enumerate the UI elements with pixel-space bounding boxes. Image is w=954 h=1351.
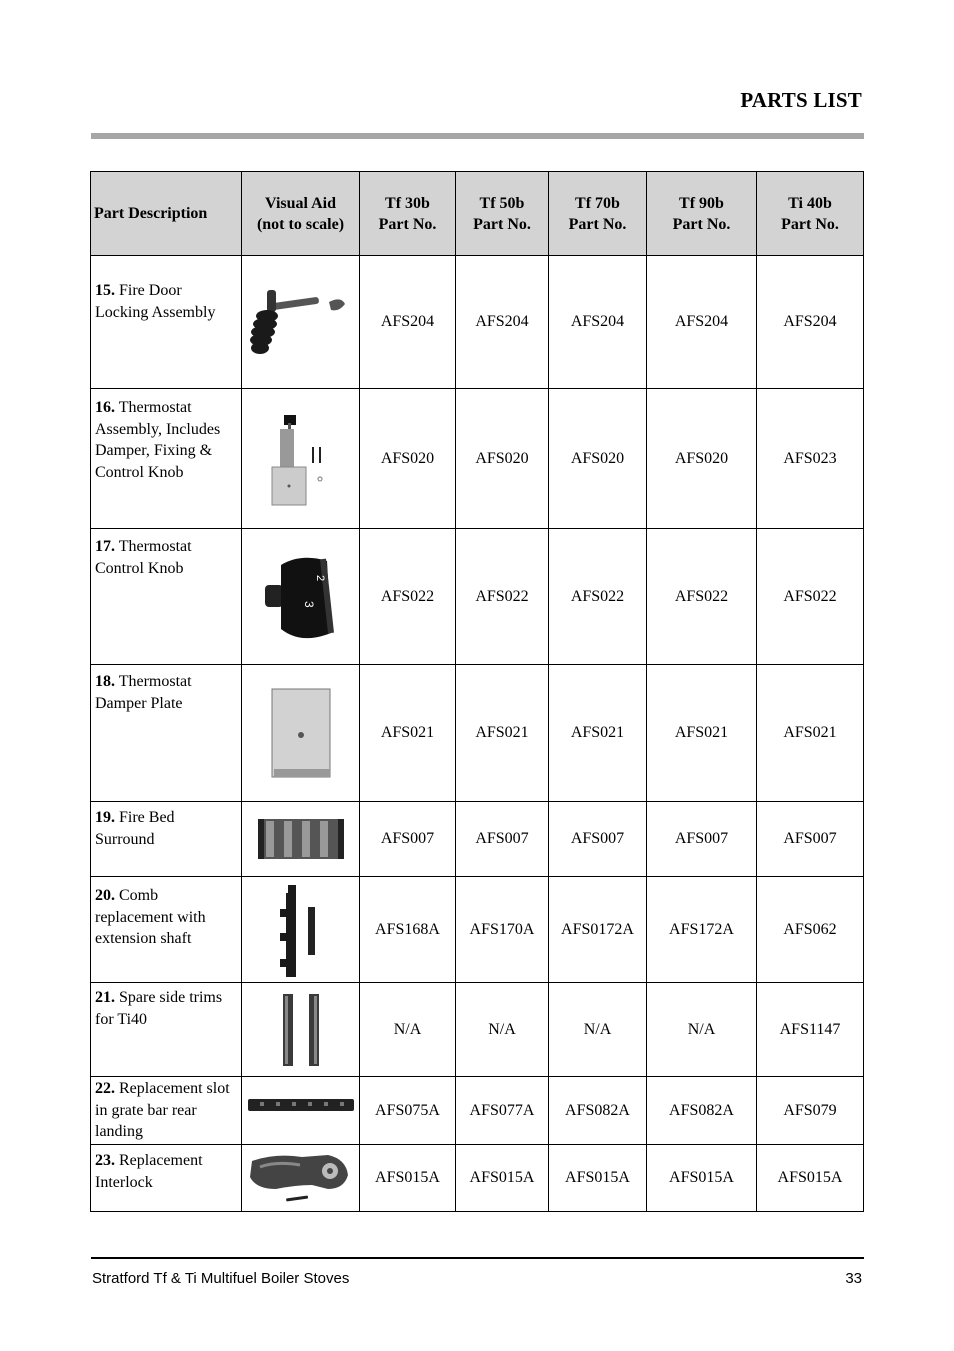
- part-number-tf50b: N/A: [456, 983, 549, 1077]
- part-number-tf70b: AFS022: [549, 529, 647, 665]
- part-number-tf50b: AFS077A: [456, 1077, 549, 1145]
- footer-document-title: Stratford Tf & Ti Multifuel Boiler Stoves: [92, 1270, 350, 1287]
- part-number-tf30b: AFS204: [360, 256, 456, 389]
- part-number-ti40b: AFS022: [757, 529, 864, 665]
- part-number-tf90b: AFS015A: [647, 1145, 757, 1212]
- page-number: 33: [845, 1270, 862, 1287]
- table-header-row: [91, 172, 864, 256]
- part-number-tf70b: AFS007: [549, 802, 647, 877]
- part-number-tf90b: AFS022: [647, 529, 757, 665]
- fire-door-locking-assembly-image: [249, 282, 353, 362]
- part-description: 19. Fire Bed Surround: [91, 802, 242, 877]
- col-header-tf50b: Tf 50b Part No.: [456, 172, 549, 256]
- spare-side-trims-image: [271, 992, 331, 1068]
- part-number-tf50b: AFS204: [456, 256, 549, 389]
- part-number-ti40b: AFS204: [757, 256, 864, 389]
- part-number-ti40b: AFS079: [757, 1077, 864, 1145]
- fire-bed-surround-image: [256, 815, 346, 863]
- visual-aid-cell: [242, 665, 360, 802]
- visual-aid-cell: [242, 529, 360, 665]
- comb-replacement-image: [276, 881, 326, 979]
- visual-aid-cell: [242, 802, 360, 877]
- part-description: 23. Replacement Interlock: [91, 1145, 242, 1212]
- part-number-tf70b: AFS020: [549, 389, 647, 529]
- part-number-tf70b: AFS0172A: [549, 877, 647, 983]
- table-row: [91, 1145, 864, 1212]
- thermostat-control-knob-image: [261, 547, 341, 647]
- part-number-tf70b: AFS015A: [549, 1145, 647, 1212]
- part-number-ti40b: AFS023: [757, 389, 864, 529]
- visual-aid-cell: [242, 389, 360, 529]
- col-header-ti40b: Ti 40b Part No.: [757, 172, 864, 256]
- part-number-tf50b: AFS021: [456, 665, 549, 802]
- part-number-tf70b: AFS204: [549, 256, 647, 389]
- table-row: [91, 983, 864, 1077]
- part-number-ti40b: AFS1147: [757, 983, 864, 1077]
- part-number-tf70b: N/A: [549, 983, 647, 1077]
- part-number-tf90b: AFS020: [647, 389, 757, 529]
- part-number-tf90b: AFS021: [647, 665, 757, 802]
- part-number-tf70b: AFS021: [549, 665, 647, 802]
- part-description: 15. Fire Door Locking Assembly: [91, 256, 242, 389]
- table-row: [91, 1077, 864, 1145]
- replacement-interlock-image: [246, 1149, 356, 1207]
- grate-bar-rear-landing-image: [246, 1095, 356, 1115]
- table-row: [91, 665, 864, 802]
- part-number-tf30b: AFS021: [360, 665, 456, 802]
- thermostat-damper-plate-image: [268, 685, 334, 781]
- col-header-tf70b: Tf 70b Part No.: [549, 172, 647, 256]
- part-number-ti40b: AFS015A: [757, 1145, 864, 1212]
- header-divider: [91, 133, 864, 139]
- part-description: 18. Thermostat Damper Plate: [91, 665, 242, 802]
- part-number-ti40b: AFS021: [757, 665, 864, 802]
- part-number-tf30b: AFS015A: [360, 1145, 456, 1212]
- table-row: [91, 877, 864, 983]
- col-header-description: Part Description: [91, 172, 242, 256]
- part-description: 21. Spare side trims for Ti40: [91, 983, 242, 1077]
- part-number-tf30b: AFS075A: [360, 1077, 456, 1145]
- svg-text:3: 3: [301, 600, 316, 608]
- parts-table: [90, 171, 864, 1212]
- table-row: [91, 256, 864, 389]
- part-number-tf30b: AFS022: [360, 529, 456, 665]
- part-number-tf90b: AFS007: [647, 802, 757, 877]
- part-number-tf50b: AFS020: [456, 389, 549, 529]
- footer-divider: [91, 1257, 864, 1259]
- part-description: 16. Thermostat Assembly, Includes Damper, Fixing & Control Knob: [91, 389, 242, 529]
- part-number-tf90b: AFS204: [647, 256, 757, 389]
- table-row: [91, 529, 864, 665]
- thermostat-assembly-image: [266, 409, 336, 509]
- visual-aid-cell: [242, 256, 360, 389]
- part-number-tf90b: N/A: [647, 983, 757, 1077]
- part-number-tf30b: AFS007: [360, 802, 456, 877]
- svg-text:2: 2: [313, 574, 326, 581]
- visual-aid-cell: [242, 1077, 360, 1145]
- part-number-tf30b: AFS168A: [360, 877, 456, 983]
- part-number-tf50b: AFS015A: [456, 1145, 549, 1212]
- part-number-tf70b: AFS082A: [549, 1077, 647, 1145]
- col-header-tf30b: Tf 30b Part No.: [360, 172, 456, 256]
- part-number-tf50b: AFS022: [456, 529, 549, 665]
- part-number-tf30b: N/A: [360, 983, 456, 1077]
- part-number-tf90b: AFS082A: [647, 1077, 757, 1145]
- part-number-tf30b: AFS020: [360, 389, 456, 529]
- visual-aid-cell: [242, 1145, 360, 1212]
- part-number-tf50b: AFS007: [456, 802, 549, 877]
- table-row: [91, 802, 864, 877]
- part-number-tf90b: AFS172A: [647, 877, 757, 983]
- part-number-ti40b: AFS062: [757, 877, 864, 983]
- table-row: [91, 389, 864, 529]
- part-number-tf50b: AFS170A: [456, 877, 549, 983]
- part-description: 22. Replacement slot in grate bar rear landing: [91, 1077, 242, 1145]
- page-title: PARTS LIST: [740, 88, 862, 112]
- visual-aid-cell: [242, 877, 360, 983]
- part-description: 20. Comb replacement with extension shaft: [91, 877, 242, 983]
- visual-aid-cell: [242, 983, 360, 1077]
- col-header-visual-aid: Visual Aid (not to scale): [242, 172, 360, 256]
- part-description: 17. Thermostat Control Knob: [91, 529, 242, 665]
- col-header-tf90b: Tf 90b Part No.: [647, 172, 757, 256]
- part-number-ti40b: AFS007: [757, 802, 864, 877]
